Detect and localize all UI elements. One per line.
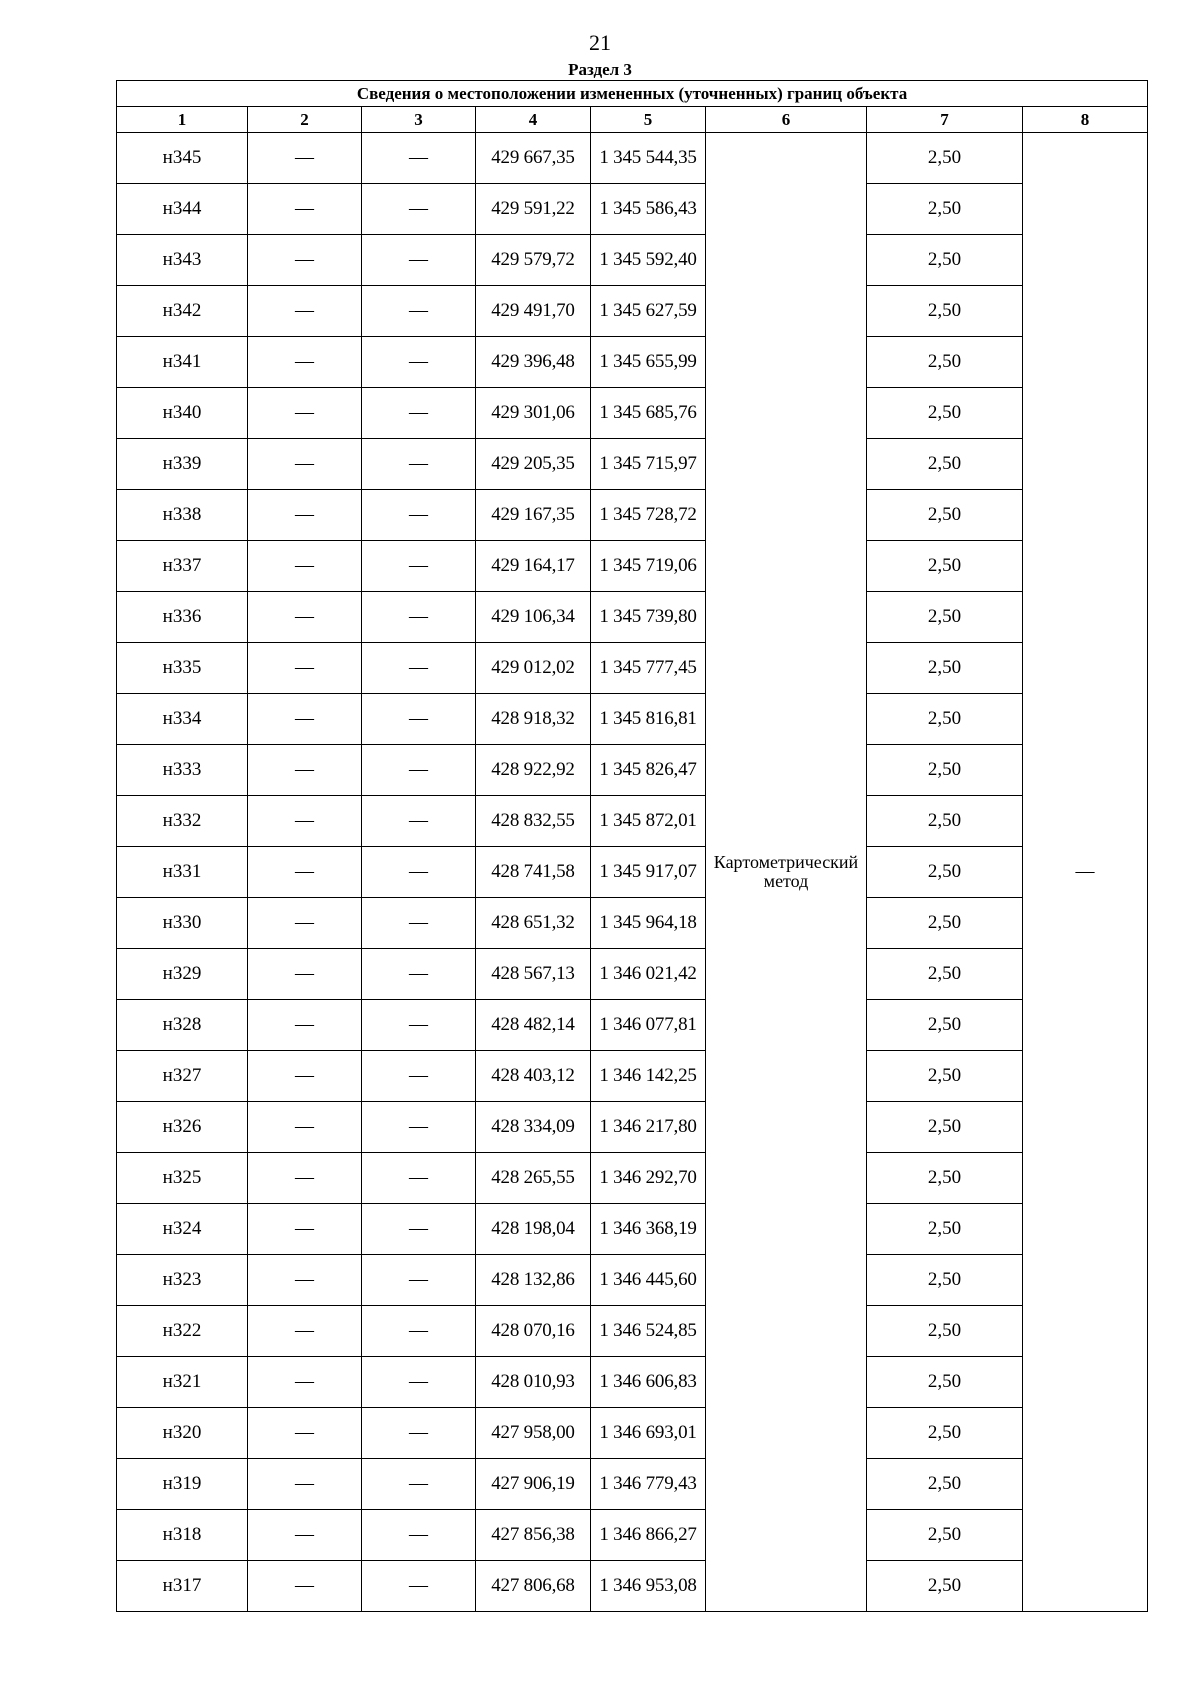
y-coordinate-cell: 1 346 606,83 xyxy=(591,1357,706,1408)
col3-dash-cell: — xyxy=(362,235,476,286)
col2-dash-cell: — xyxy=(248,847,362,898)
column-number: 5 xyxy=(591,107,706,133)
point-name-cell: н333 xyxy=(117,745,248,796)
col2-dash-cell: — xyxy=(248,1153,362,1204)
table-caption: Сведения о местоположении измененных (уточненных) границ объекта xyxy=(117,81,1148,107)
accuracy-cell: 2,50 xyxy=(867,796,1023,847)
y-coordinate-cell: 1 346 953,08 xyxy=(591,1561,706,1612)
x-coordinate-cell: 428 132,86 xyxy=(476,1255,591,1306)
table-body xyxy=(117,133,1148,1612)
accuracy-cell: 2,50 xyxy=(867,1561,1023,1612)
point-name-cell: н317 xyxy=(117,1561,248,1612)
col3-dash-cell: — xyxy=(362,490,476,541)
x-coordinate-cell: 429 012,02 xyxy=(476,643,591,694)
col2-dash-cell: — xyxy=(248,1102,362,1153)
x-coordinate-cell: 429 667,35 xyxy=(476,133,591,184)
column-number: 3 xyxy=(362,107,476,133)
point-name-cell: н344 xyxy=(117,184,248,235)
point-name-cell: н345 xyxy=(117,133,248,184)
y-coordinate-cell: 1 346 077,81 xyxy=(591,1000,706,1051)
column-number: 7 xyxy=(867,107,1023,133)
point-name-cell: н338 xyxy=(117,490,248,541)
col3-dash-cell: — xyxy=(362,388,476,439)
table-row xyxy=(117,847,1148,898)
accuracy-cell: 2,50 xyxy=(867,1204,1023,1255)
y-coordinate-cell: 1 346 368,19 xyxy=(591,1204,706,1255)
col3-dash-cell: — xyxy=(362,1510,476,1561)
table-row xyxy=(117,1561,1148,1612)
x-coordinate-cell: 429 205,35 xyxy=(476,439,591,490)
table-row xyxy=(117,1102,1148,1153)
accuracy-cell: 2,50 xyxy=(867,847,1023,898)
col3-dash-cell: — xyxy=(362,133,476,184)
col3-dash-cell: — xyxy=(362,1459,476,1510)
table-row xyxy=(117,388,1148,439)
point-name-cell: н329 xyxy=(117,949,248,1000)
col3-dash-cell: — xyxy=(362,184,476,235)
col3-dash-cell: — xyxy=(362,1255,476,1306)
col2-dash-cell: — xyxy=(248,337,362,388)
col2-dash-cell: — xyxy=(248,592,362,643)
x-coordinate-cell: 428 482,14 xyxy=(476,1000,591,1051)
point-name-cell: н322 xyxy=(117,1306,248,1357)
accuracy-cell: 2,50 xyxy=(867,388,1023,439)
y-coordinate-cell: 1 345 715,97 xyxy=(591,439,706,490)
col2-dash-cell: — xyxy=(248,1510,362,1561)
accuracy-cell: 2,50 xyxy=(867,235,1023,286)
accuracy-cell: 2,50 xyxy=(867,1306,1023,1357)
column-number: 6 xyxy=(706,107,867,133)
col3-dash-cell: — xyxy=(362,1204,476,1255)
table-row xyxy=(117,184,1148,235)
col2-dash-cell: — xyxy=(248,133,362,184)
col2-dash-cell: — xyxy=(248,898,362,949)
point-name-cell: н337 xyxy=(117,541,248,592)
y-coordinate-cell: 1 346 292,70 xyxy=(591,1153,706,1204)
col3-dash-cell: — xyxy=(362,694,476,745)
point-name-cell: н343 xyxy=(117,235,248,286)
col2-dash-cell: — xyxy=(248,184,362,235)
table-row xyxy=(117,898,1148,949)
y-coordinate-cell: 1 345 719,06 xyxy=(591,541,706,592)
accuracy-cell: 2,50 xyxy=(867,1000,1023,1051)
table-row xyxy=(117,1459,1148,1510)
column-number: 2 xyxy=(248,107,362,133)
y-coordinate-cell: 1 345 685,76 xyxy=(591,388,706,439)
point-name-cell: н323 xyxy=(117,1255,248,1306)
accuracy-cell: 2,50 xyxy=(867,745,1023,796)
column-number-row xyxy=(117,107,1148,133)
table-row xyxy=(117,490,1148,541)
x-coordinate-cell: 428 832,55 xyxy=(476,796,591,847)
col2-dash-cell: — xyxy=(248,745,362,796)
table-row xyxy=(117,337,1148,388)
col2-dash-cell: — xyxy=(248,1255,362,1306)
column-number: 1 xyxy=(117,107,248,133)
point-name-cell: н331 xyxy=(117,847,248,898)
x-coordinate-cell: 427 806,68 xyxy=(476,1561,591,1612)
col2-dash-cell: — xyxy=(248,1051,362,1102)
y-coordinate-cell: 1 345 728,72 xyxy=(591,490,706,541)
x-coordinate-cell: 427 906,19 xyxy=(476,1459,591,1510)
accuracy-cell: 2,50 xyxy=(867,694,1023,745)
y-coordinate-cell: 1 345 872,01 xyxy=(591,796,706,847)
col2-dash-cell: — xyxy=(248,1357,362,1408)
col3-dash-cell: — xyxy=(362,949,476,1000)
point-name-cell: н324 xyxy=(117,1204,248,1255)
x-coordinate-cell: 429 106,34 xyxy=(476,592,591,643)
col3-dash-cell: — xyxy=(362,286,476,337)
col2-dash-cell: — xyxy=(248,949,362,1000)
table-row xyxy=(117,643,1148,694)
table-row xyxy=(117,1255,1148,1306)
col3-dash-cell: — xyxy=(362,898,476,949)
table-row xyxy=(117,949,1148,1000)
point-name-cell: н335 xyxy=(117,643,248,694)
y-coordinate-cell: 1 346 693,01 xyxy=(591,1408,706,1459)
point-name-cell: н327 xyxy=(117,1051,248,1102)
col2-dash-cell: — xyxy=(248,1000,362,1051)
point-name-cell: н328 xyxy=(117,1000,248,1051)
accuracy-cell: 2,50 xyxy=(867,1051,1023,1102)
col3-dash-cell: — xyxy=(362,1102,476,1153)
y-coordinate-cell: 1 345 592,40 xyxy=(591,235,706,286)
col2-dash-cell: — xyxy=(248,643,362,694)
accuracy-cell: 2,50 xyxy=(867,1510,1023,1561)
y-coordinate-cell: 1 345 586,43 xyxy=(591,184,706,235)
x-coordinate-cell: 429 301,06 xyxy=(476,388,591,439)
col3-dash-cell: — xyxy=(362,643,476,694)
table-row xyxy=(117,439,1148,490)
col3-dash-cell: — xyxy=(362,1306,476,1357)
y-coordinate-cell: 1 345 627,59 xyxy=(591,286,706,337)
accuracy-cell: 2,50 xyxy=(867,1459,1023,1510)
y-coordinate-cell: 1 345 777,45 xyxy=(591,643,706,694)
col2-dash-cell: — xyxy=(248,490,362,541)
table-row xyxy=(117,1000,1148,1051)
table-row xyxy=(117,1051,1148,1102)
accuracy-cell: 2,50 xyxy=(867,184,1023,235)
col3-dash-cell: — xyxy=(362,1561,476,1612)
y-coordinate-cell: 1 346 445,60 xyxy=(591,1255,706,1306)
x-coordinate-cell: 428 010,93 xyxy=(476,1357,591,1408)
y-coordinate-cell: 1 345 816,81 xyxy=(591,694,706,745)
y-coordinate-cell: 1 345 544,35 xyxy=(591,133,706,184)
accuracy-cell: 2,50 xyxy=(867,1408,1023,1459)
accuracy-cell: 2,50 xyxy=(867,1255,1023,1306)
x-coordinate-cell: 428 741,58 xyxy=(476,847,591,898)
accuracy-cell: 2,50 xyxy=(867,1153,1023,1204)
x-coordinate-cell: 428 651,32 xyxy=(476,898,591,949)
table-row xyxy=(117,1357,1148,1408)
table-row xyxy=(117,1306,1148,1357)
x-coordinate-cell: 428 922,92 xyxy=(476,745,591,796)
col3-dash-cell: — xyxy=(362,439,476,490)
point-name-cell: н332 xyxy=(117,796,248,847)
x-coordinate-cell: 429 167,35 xyxy=(476,490,591,541)
col3-dash-cell: — xyxy=(362,745,476,796)
y-coordinate-cell: 1 346 524,85 xyxy=(591,1306,706,1357)
y-coordinate-cell: 1 345 826,47 xyxy=(591,745,706,796)
point-name-cell: н319 xyxy=(117,1459,248,1510)
col3-dash-cell: — xyxy=(362,1153,476,1204)
col2-dash-cell: — xyxy=(248,1561,362,1612)
table-row xyxy=(117,235,1148,286)
x-coordinate-cell: 427 856,38 xyxy=(476,1510,591,1561)
y-coordinate-cell: 1 346 866,27 xyxy=(591,1510,706,1561)
method-cell: Картометрический метод xyxy=(706,133,867,1612)
x-coordinate-cell: 428 070,16 xyxy=(476,1306,591,1357)
accuracy-cell: 2,50 xyxy=(867,337,1023,388)
col3-dash-cell: — xyxy=(362,1000,476,1051)
col2-dash-cell: — xyxy=(248,694,362,745)
table-row xyxy=(117,1510,1148,1561)
y-coordinate-cell: 1 345 964,18 xyxy=(591,898,706,949)
col2-dash-cell: — xyxy=(248,1459,362,1510)
boundary-coordinates-table xyxy=(116,80,1148,1612)
accuracy-cell: 2,50 xyxy=(867,1102,1023,1153)
accuracy-cell: 2,50 xyxy=(867,949,1023,1000)
table-row xyxy=(117,694,1148,745)
y-coordinate-cell: 1 345 655,99 xyxy=(591,337,706,388)
col2-dash-cell: — xyxy=(248,388,362,439)
table-row xyxy=(117,133,1148,184)
col2-dash-cell: — xyxy=(248,1306,362,1357)
accuracy-cell: 2,50 xyxy=(867,541,1023,592)
col3-dash-cell: — xyxy=(362,1408,476,1459)
table-row xyxy=(117,745,1148,796)
col8-dash-cell: — xyxy=(1023,133,1148,1612)
table-row xyxy=(117,1153,1148,1204)
col3-dash-cell: — xyxy=(362,847,476,898)
accuracy-cell: 2,50 xyxy=(867,133,1023,184)
table-row xyxy=(117,286,1148,337)
x-coordinate-cell: 429 579,72 xyxy=(476,235,591,286)
x-coordinate-cell: 429 491,70 xyxy=(476,286,591,337)
col2-dash-cell: — xyxy=(248,541,362,592)
point-name-cell: н336 xyxy=(117,592,248,643)
section-title: Раздел 3 xyxy=(568,60,632,79)
point-name-cell: н326 xyxy=(117,1102,248,1153)
y-coordinate-cell: 1 346 217,80 xyxy=(591,1102,706,1153)
x-coordinate-cell: 427 958,00 xyxy=(476,1408,591,1459)
point-name-cell: н334 xyxy=(117,694,248,745)
col2-dash-cell: — xyxy=(248,1408,362,1459)
col2-dash-cell: — xyxy=(248,1204,362,1255)
table-row xyxy=(117,1204,1148,1255)
x-coordinate-cell: 428 198,04 xyxy=(476,1204,591,1255)
y-coordinate-cell: 1 346 021,42 xyxy=(591,949,706,1000)
point-name-cell: н341 xyxy=(117,337,248,388)
point-name-cell: н330 xyxy=(117,898,248,949)
x-coordinate-cell: 428 334,09 xyxy=(476,1102,591,1153)
col3-dash-cell: — xyxy=(362,541,476,592)
col3-dash-cell: — xyxy=(362,1051,476,1102)
point-name-cell: н325 xyxy=(117,1153,248,1204)
accuracy-cell: 2,50 xyxy=(867,1357,1023,1408)
table-row xyxy=(117,1408,1148,1459)
table-row xyxy=(117,796,1148,847)
x-coordinate-cell: 428 918,32 xyxy=(476,694,591,745)
accuracy-cell: 2,50 xyxy=(867,643,1023,694)
point-name-cell: н318 xyxy=(117,1510,248,1561)
col3-dash-cell: — xyxy=(362,796,476,847)
accuracy-cell: 2,50 xyxy=(867,898,1023,949)
accuracy-cell: 2,50 xyxy=(867,592,1023,643)
point-name-cell: н340 xyxy=(117,388,248,439)
x-coordinate-cell: 428 403,12 xyxy=(476,1051,591,1102)
page-number: 21 xyxy=(589,30,611,55)
y-coordinate-cell: 1 345 739,80 xyxy=(591,592,706,643)
y-coordinate-cell: 1 346 142,25 xyxy=(591,1051,706,1102)
x-coordinate-cell: 429 396,48 xyxy=(476,337,591,388)
x-coordinate-cell: 429 164,17 xyxy=(476,541,591,592)
column-number: 8 xyxy=(1023,107,1148,133)
accuracy-cell: 2,50 xyxy=(867,439,1023,490)
col3-dash-cell: — xyxy=(362,1357,476,1408)
point-name-cell: н321 xyxy=(117,1357,248,1408)
column-number: 4 xyxy=(476,107,591,133)
x-coordinate-cell: 428 265,55 xyxy=(476,1153,591,1204)
col2-dash-cell: — xyxy=(248,439,362,490)
point-name-cell: н320 xyxy=(117,1408,248,1459)
y-coordinate-cell: 1 346 779,43 xyxy=(591,1459,706,1510)
table-row xyxy=(117,541,1148,592)
accuracy-cell: 2,50 xyxy=(867,490,1023,541)
x-coordinate-cell: 429 591,22 xyxy=(476,184,591,235)
point-name-cell: н339 xyxy=(117,439,248,490)
x-coordinate-cell: 428 567,13 xyxy=(476,949,591,1000)
accuracy-cell: 2,50 xyxy=(867,286,1023,337)
col2-dash-cell: — xyxy=(248,286,362,337)
table-row xyxy=(117,592,1148,643)
col3-dash-cell: — xyxy=(362,337,476,388)
col2-dash-cell: — xyxy=(248,235,362,286)
point-name-cell: н342 xyxy=(117,286,248,337)
col2-dash-cell: — xyxy=(248,796,362,847)
y-coordinate-cell: 1 345 917,07 xyxy=(591,847,706,898)
col3-dash-cell: — xyxy=(362,592,476,643)
